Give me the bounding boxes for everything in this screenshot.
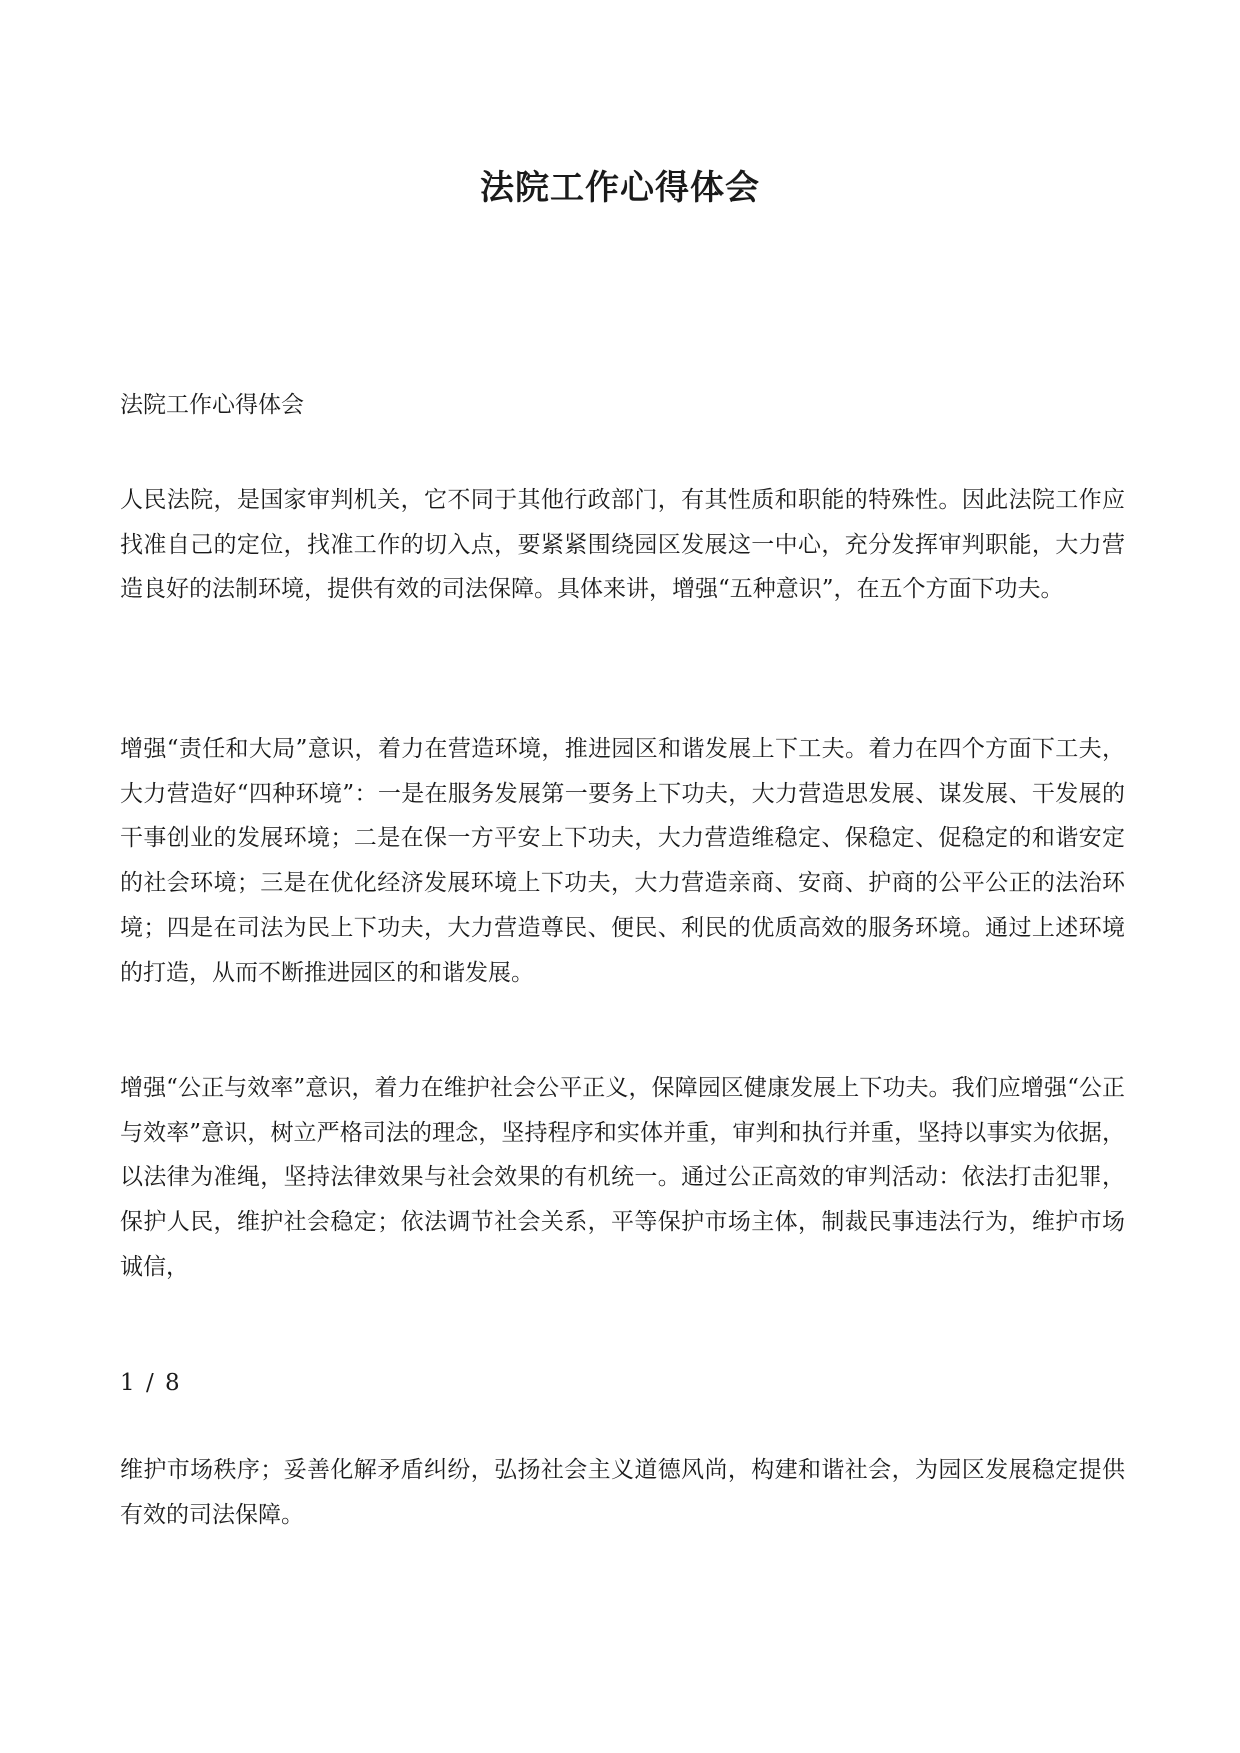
paragraph-intro: 人民法院，是国家审判机关，它不同于其他行政部门，有其性质和职能的特殊性。因此法院工作应找准自己的定位，找准工作的切入点，要紧紧围绕园区发展这一中心，充分发挥审判职能，大力营造良好的法制环境，提供有效的司法保障。具体来讲，增强“五种意识”，在五个方面下功夫。: [120, 487, 1125, 603]
paragraph-justice-efficiency: 增强“公正与效率”意识，着力在维护社会公平正义，保障园区健康发展上下功夫。我们应增强“公正与效率”意识，树立严格司法的理念，坚持程序和实体并重，审判和执行并重，坚持以事实为依据，以法律为准绳，坚持法律效果与社会效果的有机统一。通过公正高效的审判活动：依法打击犯罪，保护人民，维护社会稳定；依法调节社会关系，平等保护市场主体，制裁民事违法行为，维护市场诚信，: [120, 1075, 1125, 1280]
page-title: 法院工作心得体会: [480, 168, 760, 208]
page-number: 1 / 8: [120, 1370, 180, 1396]
paragraph-market-order: 维护市场秩序；妥善化解矛盾纠纷，弘扬社会主义道德风尚，构建和谐社会，为园区发展稳定提供有效的司法保障。: [120, 1457, 1125, 1528]
paragraph-responsibility: 增强“责任和大局”意识，着力在营造环境，推进园区和谐发展上下工夫。着力在四个方面下工夫，大力营造好“四种环境”：一是在服务发展第一要务上下功夫，大力营造思发展、谋发展、干发展的干事创业的发展环境；二是在保一方平安上下功夫，大力营造维稳定、保稳定、促稳定的和谐安定的社会环境；三是在优化经济发展环境上下功夫，大力营造亲商、安商、护商的公平公正的法治环境；四是在司法为民上下功夫，大力营造尊民、便民、利民的优质高效的服务环境。通过上述环境的打造，从而不断推进园区的和谐发展。: [120, 736, 1125, 986]
document-subtitle: 法院工作心得体会: [120, 392, 304, 418]
